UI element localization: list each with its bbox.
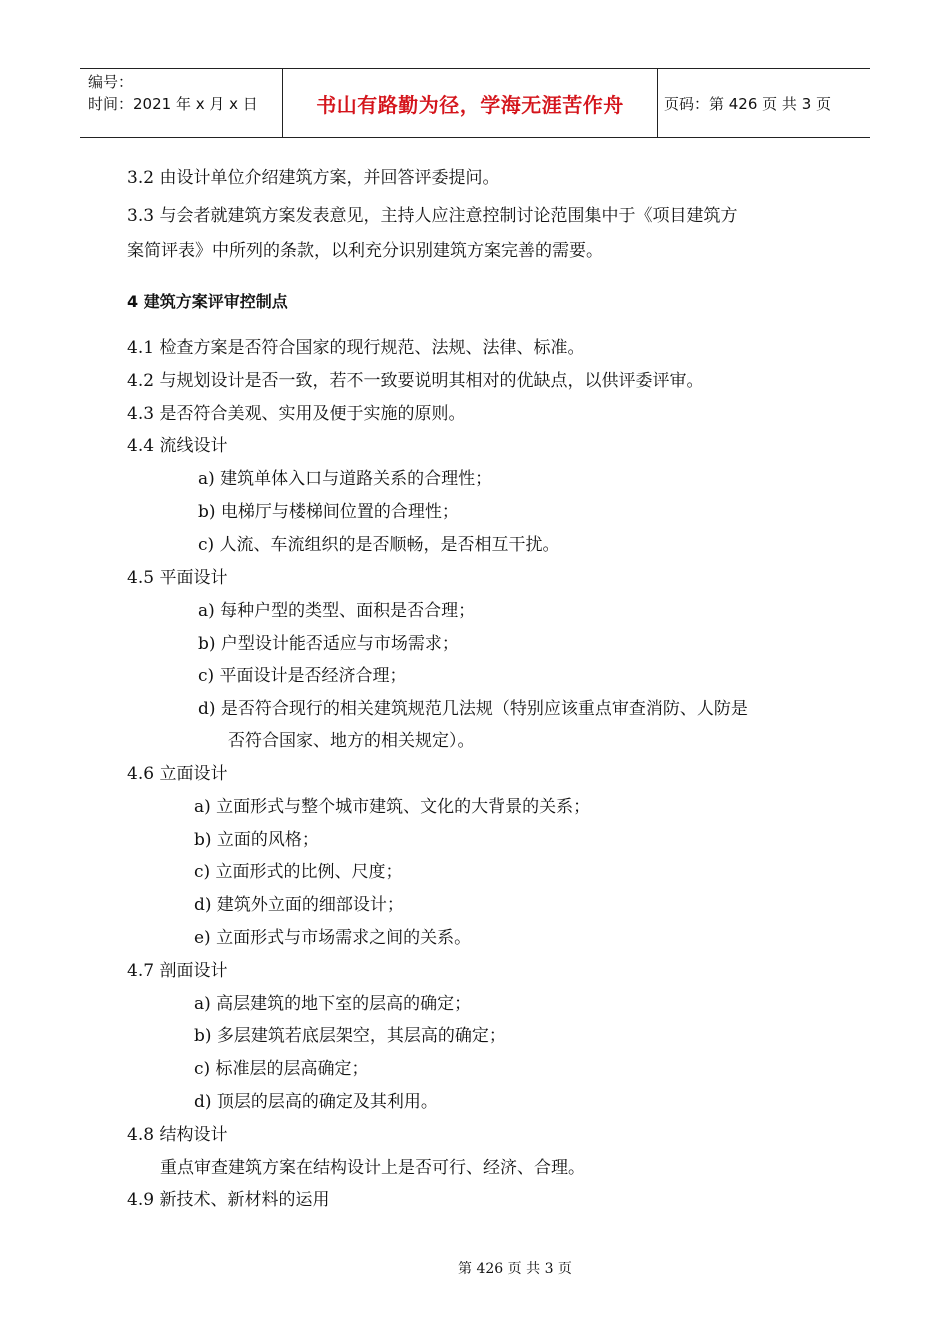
page-header bbox=[80, 68, 870, 138]
document-number-label: 编号： bbox=[88, 73, 134, 91]
list-item-4-6-e: e) 立面形式与市场需求之间的关系。 bbox=[194, 928, 472, 948]
list-item-4-5-c: c) 平面设计是否经济合理； bbox=[198, 666, 407, 686]
document-date: 时间：2021 年 x 月 x 日 bbox=[88, 95, 258, 113]
paragraph-4-4: 4.4 流线设计 bbox=[127, 436, 228, 456]
list-item-4-7-a: a) 高层建筑的地下室的层高的确定； bbox=[194, 994, 472, 1014]
paragraph-4-5: 4.5 平面设计 bbox=[127, 568, 228, 588]
paragraph-4-8: 4.8 结构设计 bbox=[127, 1125, 228, 1145]
paragraph-4-8-text: 重点审查建筑方案在结构设计上是否可行、经济、合理。 bbox=[160, 1158, 585, 1178]
list-item-4-7-c: c) 标准层的层高确定； bbox=[194, 1059, 369, 1079]
list-item-4-6-a: a) 立面形式与整个城市建筑、文化的大背景的关系； bbox=[194, 797, 591, 817]
list-item-4-4-b: b) 电梯厅与楼梯间位置的合理性； bbox=[198, 502, 459, 522]
paragraph-3-3-line2: 案简评表》中所列的条款，以利充分识别建筑方案完善的需要。 bbox=[127, 241, 603, 261]
list-item-4-7-b: b) 多层建筑若底层架空，其层高的确定； bbox=[194, 1026, 506, 1046]
list-item-4-5-d-line1: d) 是否符合现行的相关建筑规范几法规（特别应该重点审查消防、人防是 bbox=[198, 699, 748, 719]
list-item-4-7-d: d) 顶层的层高的确定及其利用。 bbox=[194, 1092, 438, 1112]
paragraph-4-7: 4.7 剖面设计 bbox=[127, 961, 228, 981]
paragraph-4-6: 4.6 立面设计 bbox=[127, 764, 228, 784]
paragraph-4-3: 4.3 是否符合美观、实用及便于实施的原则。 bbox=[127, 404, 466, 424]
paragraph-4-2: 4.2 与规划设计是否一致，若不一致要说明其相对的优缺点，以供评委评审。 bbox=[127, 371, 704, 391]
list-item-4-5-b: b) 户型设计能否适应与市场需求； bbox=[198, 634, 459, 654]
section-4-heading: 4 建筑方案评审控制点 bbox=[127, 292, 288, 311]
list-item-4-6-d: d) 建筑外立面的细部设计； bbox=[194, 895, 404, 915]
paragraph-4-1: 4.1 检查方案是否符合国家的现行规范、法规、法律、标准。 bbox=[127, 338, 585, 358]
list-item-4-6-c: c) 立面形式的比例、尺度； bbox=[194, 862, 403, 882]
paragraph-3-3-line1: 3.3 与会者就建筑方案发表意见，主持人应注意控制讨论范围集中于《项目建筑方 bbox=[127, 206, 738, 226]
page-footer: 第 426 页 共 3 页 bbox=[458, 1261, 572, 1277]
header-page-info: 页码：第 426 页 共 3 页 bbox=[664, 94, 832, 113]
list-item-4-5-d-line2: 否符合国家、地方的相关规定）。 bbox=[228, 731, 475, 751]
paragraph-4-9: 4.9 新技术、新材料的运用 bbox=[127, 1190, 330, 1210]
list-item-4-4-c: c) 人流、车流组织的是否顺畅，是否相互干扰。 bbox=[198, 535, 560, 555]
list-item-4-6-b: b) 立面的风格； bbox=[194, 830, 319, 850]
paragraph-3-2: 3.2 由设计单位介绍建筑方案，并回答评委提问。 bbox=[127, 168, 500, 188]
header-motto: 书山有路勤为径，学海无涯苦作舟 bbox=[283, 69, 658, 137]
list-item-4-5-a: a) 每种户型的类型、面积是否合理； bbox=[198, 601, 476, 621]
list-item-4-4-a: a) 建筑单体入口与道路关系的合理性； bbox=[198, 469, 493, 489]
header-meta bbox=[80, 69, 283, 137]
